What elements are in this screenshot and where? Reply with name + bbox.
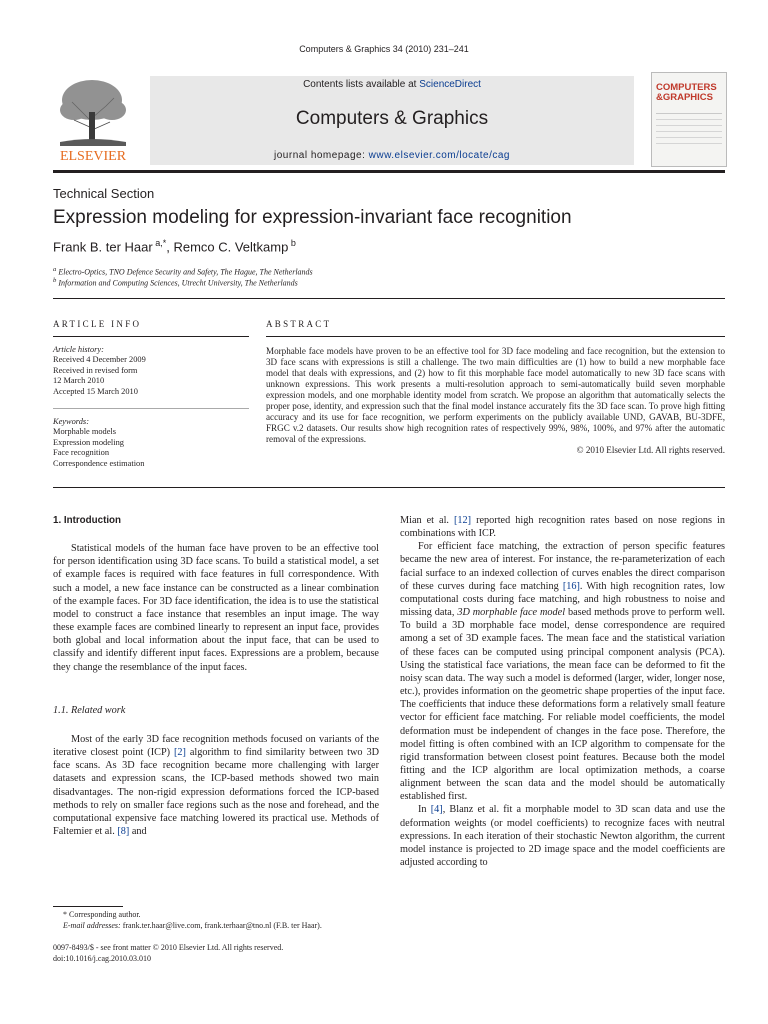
citation-link[interactable]: [16] <box>562 580 580 592</box>
journal-homepage: journal homepage: www.elsevier.com/locate/cag <box>274 150 510 161</box>
doi-line: doi:10.1016/j.cag.2010.03.010 <box>53 954 151 963</box>
citation-link[interactable]: [12] <box>454 515 472 526</box>
article-title: Expression modeling for expression-invariant face recognition <box>53 207 572 228</box>
article-info-heading: ARTICLE INFO <box>53 319 142 329</box>
keywords: Keywords: Morphable models Expression modeling Face recognition Correspondence estimation <box>53 417 249 469</box>
citation-link[interactable]: [2] <box>173 747 186 759</box>
front-matter <box>53 942 393 964</box>
footnote-rule <box>53 906 123 907</box>
header-rule <box>53 170 725 173</box>
left-column <box>53 514 379 838</box>
keyword: Morphable models <box>53 427 117 437</box>
issn-line: 0097-8493/$ - see front matter © 2010 Elsevier Ltd. All rights reserved. <box>53 943 284 952</box>
sciencedirect-link[interactable]: ScienceDirect <box>419 79 481 90</box>
section-heading: 1. Introduction <box>53 515 122 526</box>
cover-title-line1: COMPUTERS <box>656 82 717 93</box>
divider <box>53 408 249 409</box>
affiliation-b: $^b$ Information and Computing Sciences, Utrecht University, The Netherlands <box>53 277 298 288</box>
paragraph: In [4], Blanz et al. fit a morphable model to 3D scan data and use the deformation weights (or model coefficients) to recognize faces with neutral expressions. In each iteration of their stochastic Newton algorithm, the current model instance is projected to 2D image space and the model coefficients are adjusted according to <box>400 804 725 869</box>
article-history: Article history: Received 4 December 2009 Received in revised form 12 March 2010 Accepted 15 March 2010 <box>53 345 146 396</box>
paragraph: Mian et al. [12] reported high recognition rates based on nose regions in combinations with ICP. <box>400 515 725 540</box>
author-emails: E-mail addresses: frank.ter.haar@live.com, frank.terhaar@tno.nl (F.B. ter Haar). <box>63 921 322 930</box>
keyword: Expression modeling <box>53 437 124 447</box>
svg-text:ELSEVIER: ELSEVIER <box>59 149 127 164</box>
section-label: Technical Section <box>53 186 155 201</box>
citation-link[interactable]: [4] <box>430 804 443 816</box>
homepage-link[interactable]: www.elsevier.com/locate/cag <box>368 150 510 161</box>
abstract-heading: ABSTRACT <box>266 319 332 329</box>
elsevier-logo <box>52 72 134 164</box>
cover-title-line2: &GRAPHICS <box>656 92 714 103</box>
divider <box>266 336 725 337</box>
paragraph: For efficient face matching, the extraction of person specific features became the new area of interest. For instance, the re-parameterization of each facial surface to an indexed collection of curves enables the direct comparison of these curves during face matching [16]. With high recognition rates, low computational costs during face matching, and high robustness to noise and missing data, 3D morphable face model based methods prove to perform well. To build a 3D morphable face model, dense correspondence are required among a set of 3D example faces. The mean face and the statistical variation of these faces can be computed using principal component analysis (PCA). Using the statistical face variations, the mean face can be deformed to fit the noisy scan data. The way such a model is deformed (larger, wider, longer nose, etc.), provides information on the geometric shape properties of the input face. The coefficients that induce these deformations form a relatively small feature vector for efficient face matching. For reliable model coefficients, the model deformation must be independent of changes in the face pose. Therefore, the model fitting is often combined with an ICP algorithm to compensate for the rigid transformation between closest point features. Because both the model fitting and the ICP algorithm are local optimization methods, a coarse alignment between the scan data and the model should be automatically established first. <box>400 541 725 803</box>
corresponding-author-note: * Corresponding author. <box>63 910 141 919</box>
keyword: Correspondence estimation <box>53 458 145 468</box>
paragraph: Statistical models of the human face have proven to be an effective tool for person identification using 3D face scans. To build a statistical model, a set of example faces is required with face features in full correspondence. With such a model, a new face instance can be constructed as a linear combination of the example faces. For 3D face identification, the idea is to use the statistical model to construct a face instance that resembles an input image. The way these example faces are combined linearly to represent an input face, provides both global and local information about the input face, that can be used to classify and identify different input faces. Expressions are a problem, because they change the resemblance of the input faces. <box>53 543 379 673</box>
footnotes <box>53 909 383 931</box>
elsevier-tree-icon <box>52 72 134 164</box>
copyright: © 2010 Elsevier Ltd. All rights reserved. <box>576 444 725 455</box>
author-list: Frank B. ter Haar $^{a,*}$, Remco C. Veltkamp $^b$ <box>53 238 296 255</box>
keyword: Face recognition <box>53 448 110 458</box>
affiliation-a: $^a$ Electro-Optics, TNO Defence Security and Safety, The Hague, The Netherlands <box>53 266 313 277</box>
subsection-heading: 1.1. Related work <box>53 704 126 716</box>
author-name: Frank B. ter Haar <box>53 239 153 255</box>
journal-reference: Computers & Graphics 34 (2010) 231–241 <box>299 44 469 54</box>
abstract-text: Morphable face models have proven to be an effective tool for 3D face modeling and face recognition, but the extension to 3D face scans with expressions is still a challenge. The two main difficulties are (1) how to build a new morphable face model that deals with expressions, and (2) how to fit this morphable face model automatically to new 3D face scans with unknown expressions. This work presents a multi-resolution approach to semi-automatically build seven morphable expression models, and one morphable identity model from scratch. We propose an algorithm that automatically selects the proper pose, identity, and expression such that the final model instance accurately fits the 3D face scan. To prove high fitting accuracy and its use for face recognition, we perform experiments on the publicly available UND, GAVAB, BU-3DFE, FRGC v.2 datasets. Our results show high recognition rates of respectively 99%, 98%, 100%, and 97% after the automatic removal of the expressions. © 2010 Elsevier Ltd. All rights reserved. <box>266 346 725 455</box>
journal-cover <box>651 72 727 167</box>
divider <box>53 487 725 488</box>
citation-link[interactable]: [8] <box>117 825 130 837</box>
divider <box>53 298 725 299</box>
journal-title: Computers & Graphics <box>295 108 489 129</box>
divider <box>53 336 249 337</box>
paragraph: Most of the early 3D face recognition methods focused on variants of the iterative closest point (ICP) [2] algorithm to find similarity between two 3D face scans. As 3D face recognition became more challenging with larger datasets and expression scans, the ICP-based methods showed two main disadvantages. The non-rigid expression deformations forced the ICP-based methods to rely on smaller face regions such as the nose and forehead, and the computational expensive face matching lowered its practical use. Methods of Faltemier et al. [8] and <box>53 733 379 837</box>
right-column <box>400 514 725 869</box>
contents-line: Contents lists available at ScienceDirect <box>303 79 481 90</box>
author-name: Remco C. Veltkamp <box>173 239 289 255</box>
